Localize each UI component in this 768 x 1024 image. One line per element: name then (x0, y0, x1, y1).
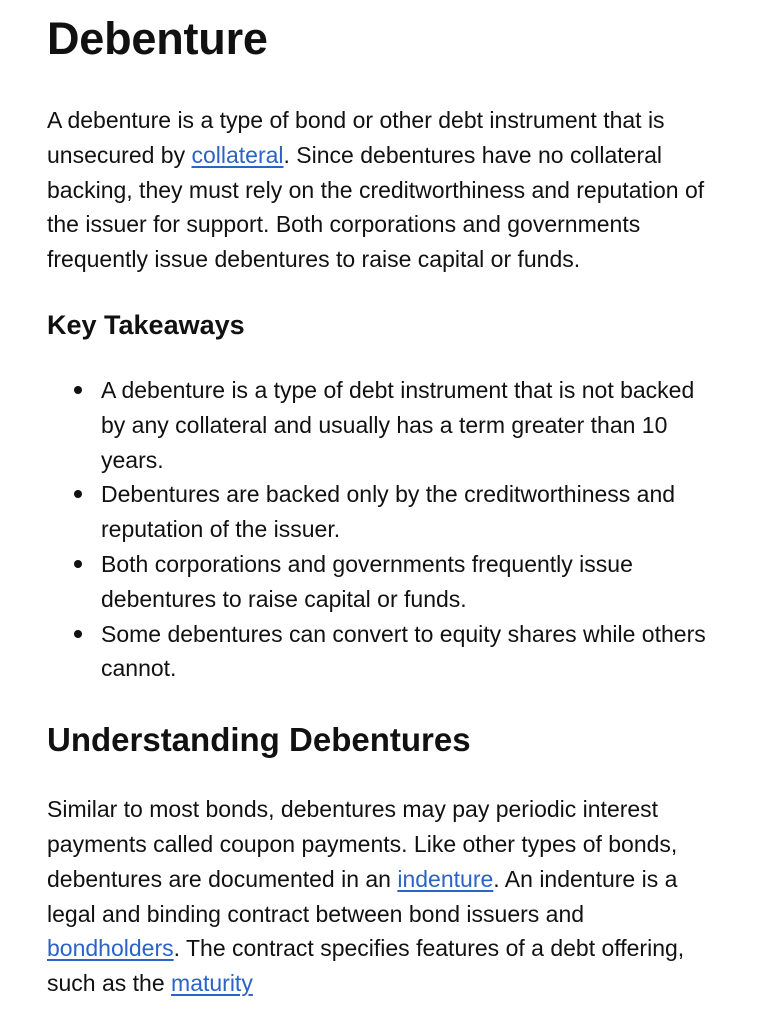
indenture-link[interactable]: indenture (397, 865, 494, 892)
intro-text-2: . Since debentures have no collateral backing, they must rely on the creditworthiness and reputation of the issuer for support. Both corporations and governments frequently issue debentures to raise capital or funds. (47, 141, 705, 273)
list-item (101, 373, 719, 477)
collateral-link[interactable]: collateral (191, 141, 284, 168)
key-takeaways-heading: Key Takeaways (47, 309, 245, 340)
bullet-icon (74, 386, 82, 394)
page-title: Debenture (47, 13, 268, 64)
list-item (101, 477, 719, 547)
intro-paragraph (47, 103, 719, 277)
list-item (101, 547, 719, 617)
list-item-text: Some debentures can convert to equity shares while others cannot. (101, 620, 706, 682)
maturity-link[interactable]: maturity (171, 970, 253, 997)
understanding-paragraph (47, 792, 719, 1001)
bullet-icon (74, 560, 82, 568)
list-item-text: Both corporations and governments frequently issue debentures to raise capital or funds. (101, 550, 633, 612)
bullet-icon (74, 630, 82, 638)
list-item (101, 617, 719, 687)
understanding-text-3: . The contract specifies features of a debt offering, such as the (47, 935, 685, 997)
bullet-icon (74, 490, 82, 498)
article (47, 0, 719, 1001)
key-takeaways-list (47, 373, 719, 686)
list-item-text: Debentures are backed only by the creditworthiness and reputation of the issuer. (101, 481, 676, 543)
understanding-text-2: . An indenture is a legal and binding contract between bond issuers and (47, 865, 678, 927)
understanding-text-1: Similar to most bonds, debentures may pay periodic interest payments called coupon payments. Like other types of bonds, debentures are documented in an (47, 796, 678, 892)
bondholders-link[interactable]: bondholders (47, 935, 174, 962)
list-item-text: A debenture is a type of debt instrument that is not backed by any collateral and usually has a term greater than 10 years. (101, 376, 695, 473)
intro-text-1: A debenture is a type of bond or other debt instrument that is unsecured by (47, 107, 665, 168)
understanding-heading: Understanding Debentures (47, 721, 471, 759)
